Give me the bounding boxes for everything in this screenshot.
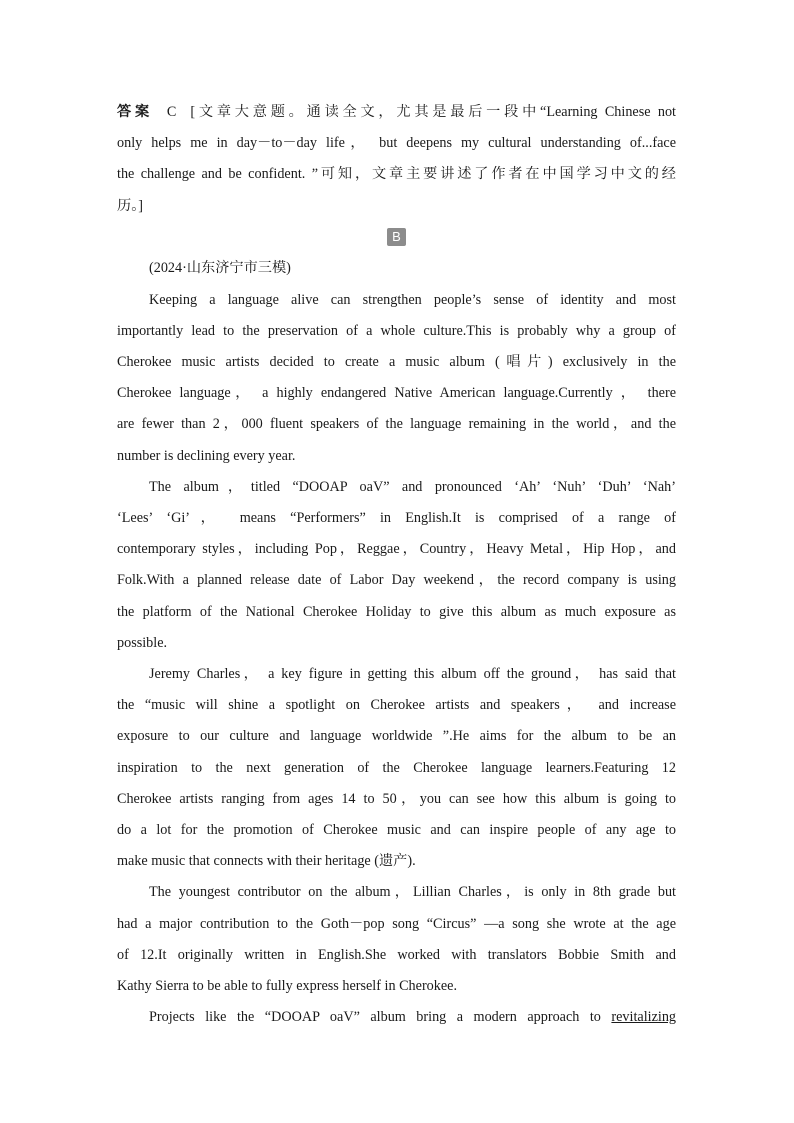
paragraph-1-line-4: Cherokee language， a highly endangered Native American language.Currently ， there	[117, 385, 676, 401]
paragraph-3-line-5: Cherokee artists ranging from ages 14 to 50，you can see how this album is going to	[117, 791, 676, 807]
paragraph-1-line-1: Keeping a language alive can strengthen people’s sense of identity and most	[149, 292, 676, 308]
paragraph-4-line-2: had a major contribution to the Goth－pop song “Circus” —a song she wrote at the age	[117, 916, 676, 932]
answer-line-3: the challenge and be confident. ”可知，文章主要讲述了作者在中国学习中文的经	[117, 166, 676, 182]
paragraph-4-line-1: The youngest contributor on the album，Lillian Charles，is only in 8th grade but	[149, 884, 676, 900]
answer-text: [文章大意题。通读全文，尤其是最后一段中“Learning Chinese not	[190, 104, 676, 120]
answer-line-2: only helps me in day－to－day life， but deepens my cultural understanding of...face	[117, 135, 676, 151]
paragraph-3-line-7: make music that connects with their heritage (遗产).	[117, 853, 416, 869]
paragraph-5-text: Projects like the “DOOAP oaV” album bring a modern approach to	[149, 1009, 601, 1025]
paragraph-4-line-4: Kathy Sierra to be able to fully express herself in Cherokee.	[117, 978, 457, 994]
answer-label: 答案	[117, 104, 153, 120]
paragraph-1-line-6: number is declining every year.	[117, 448, 296, 464]
answer-line-1	[117, 102, 676, 124]
section-badge: B	[387, 228, 406, 246]
paragraph-2-line-6: possible.	[117, 635, 168, 651]
paragraph-1-line-5: are fewer than 2，000 fluent speakers of the language remaining in the world，and the	[117, 416, 676, 432]
source-citation: (2024·山东济宁市三模)	[149, 260, 291, 276]
paragraph-2-line-1: The album，titled “DOOAP oaV” and pronounced ‘Ah’ ‘Nuh’ ‘Duh’ ‘Nah’	[149, 479, 676, 495]
paragraph-3-line-3: exposure to our culture and language worldwide ”.He aims for the album to be an	[117, 728, 676, 744]
paragraph-2-line-3: contemporary styles，including Pop，Reggae，Country，Heavy Metal，Hip Hop，and	[117, 541, 676, 557]
answer-choice: C	[166, 104, 177, 120]
paragraph-1-line-2: importantly lead to the preservation of a whole culture.This is probably why a group of	[117, 323, 676, 339]
paragraph-3-line-6: do a lot for the promotion of Cherokee music and can inspire people of any age to	[117, 822, 676, 838]
underlined-word: revitalizing	[611, 1009, 677, 1025]
paragraph-4-line-3: of 12.It originally written in English.She worked with translators Bobbie Smith and	[117, 947, 676, 963]
paragraph-5-line-1	[149, 1007, 676, 1029]
paragraph-2-line-2: ‘Lees’ ‘Gi’， means “Performers” in English.It is comprised of a range of	[117, 510, 676, 526]
paragraph-3-line-2: the “music will shine a spotlight on Cherokee artists and speakers， and increase	[117, 697, 676, 713]
paragraph-3-line-4: inspiration to the next generation of the Cherokee language learners.Featuring 12	[117, 760, 676, 776]
paragraph-1-line-3: Cherokee music artists decided to create a music album (唱片) exclusively in the	[117, 354, 676, 370]
paragraph-3-line-1: Jeremy Charles， a key figure in getting this album off the ground， has said that	[149, 666, 676, 682]
answer-line-4: 历。]	[117, 198, 143, 214]
paragraph-2-line-5: the platform of the National Cherokee Holiday to give this album as much exposure as	[117, 604, 676, 620]
paragraph-2-line-4: Folk.With a planned release date of Labor Day weekend，the record company is using	[117, 572, 676, 588]
